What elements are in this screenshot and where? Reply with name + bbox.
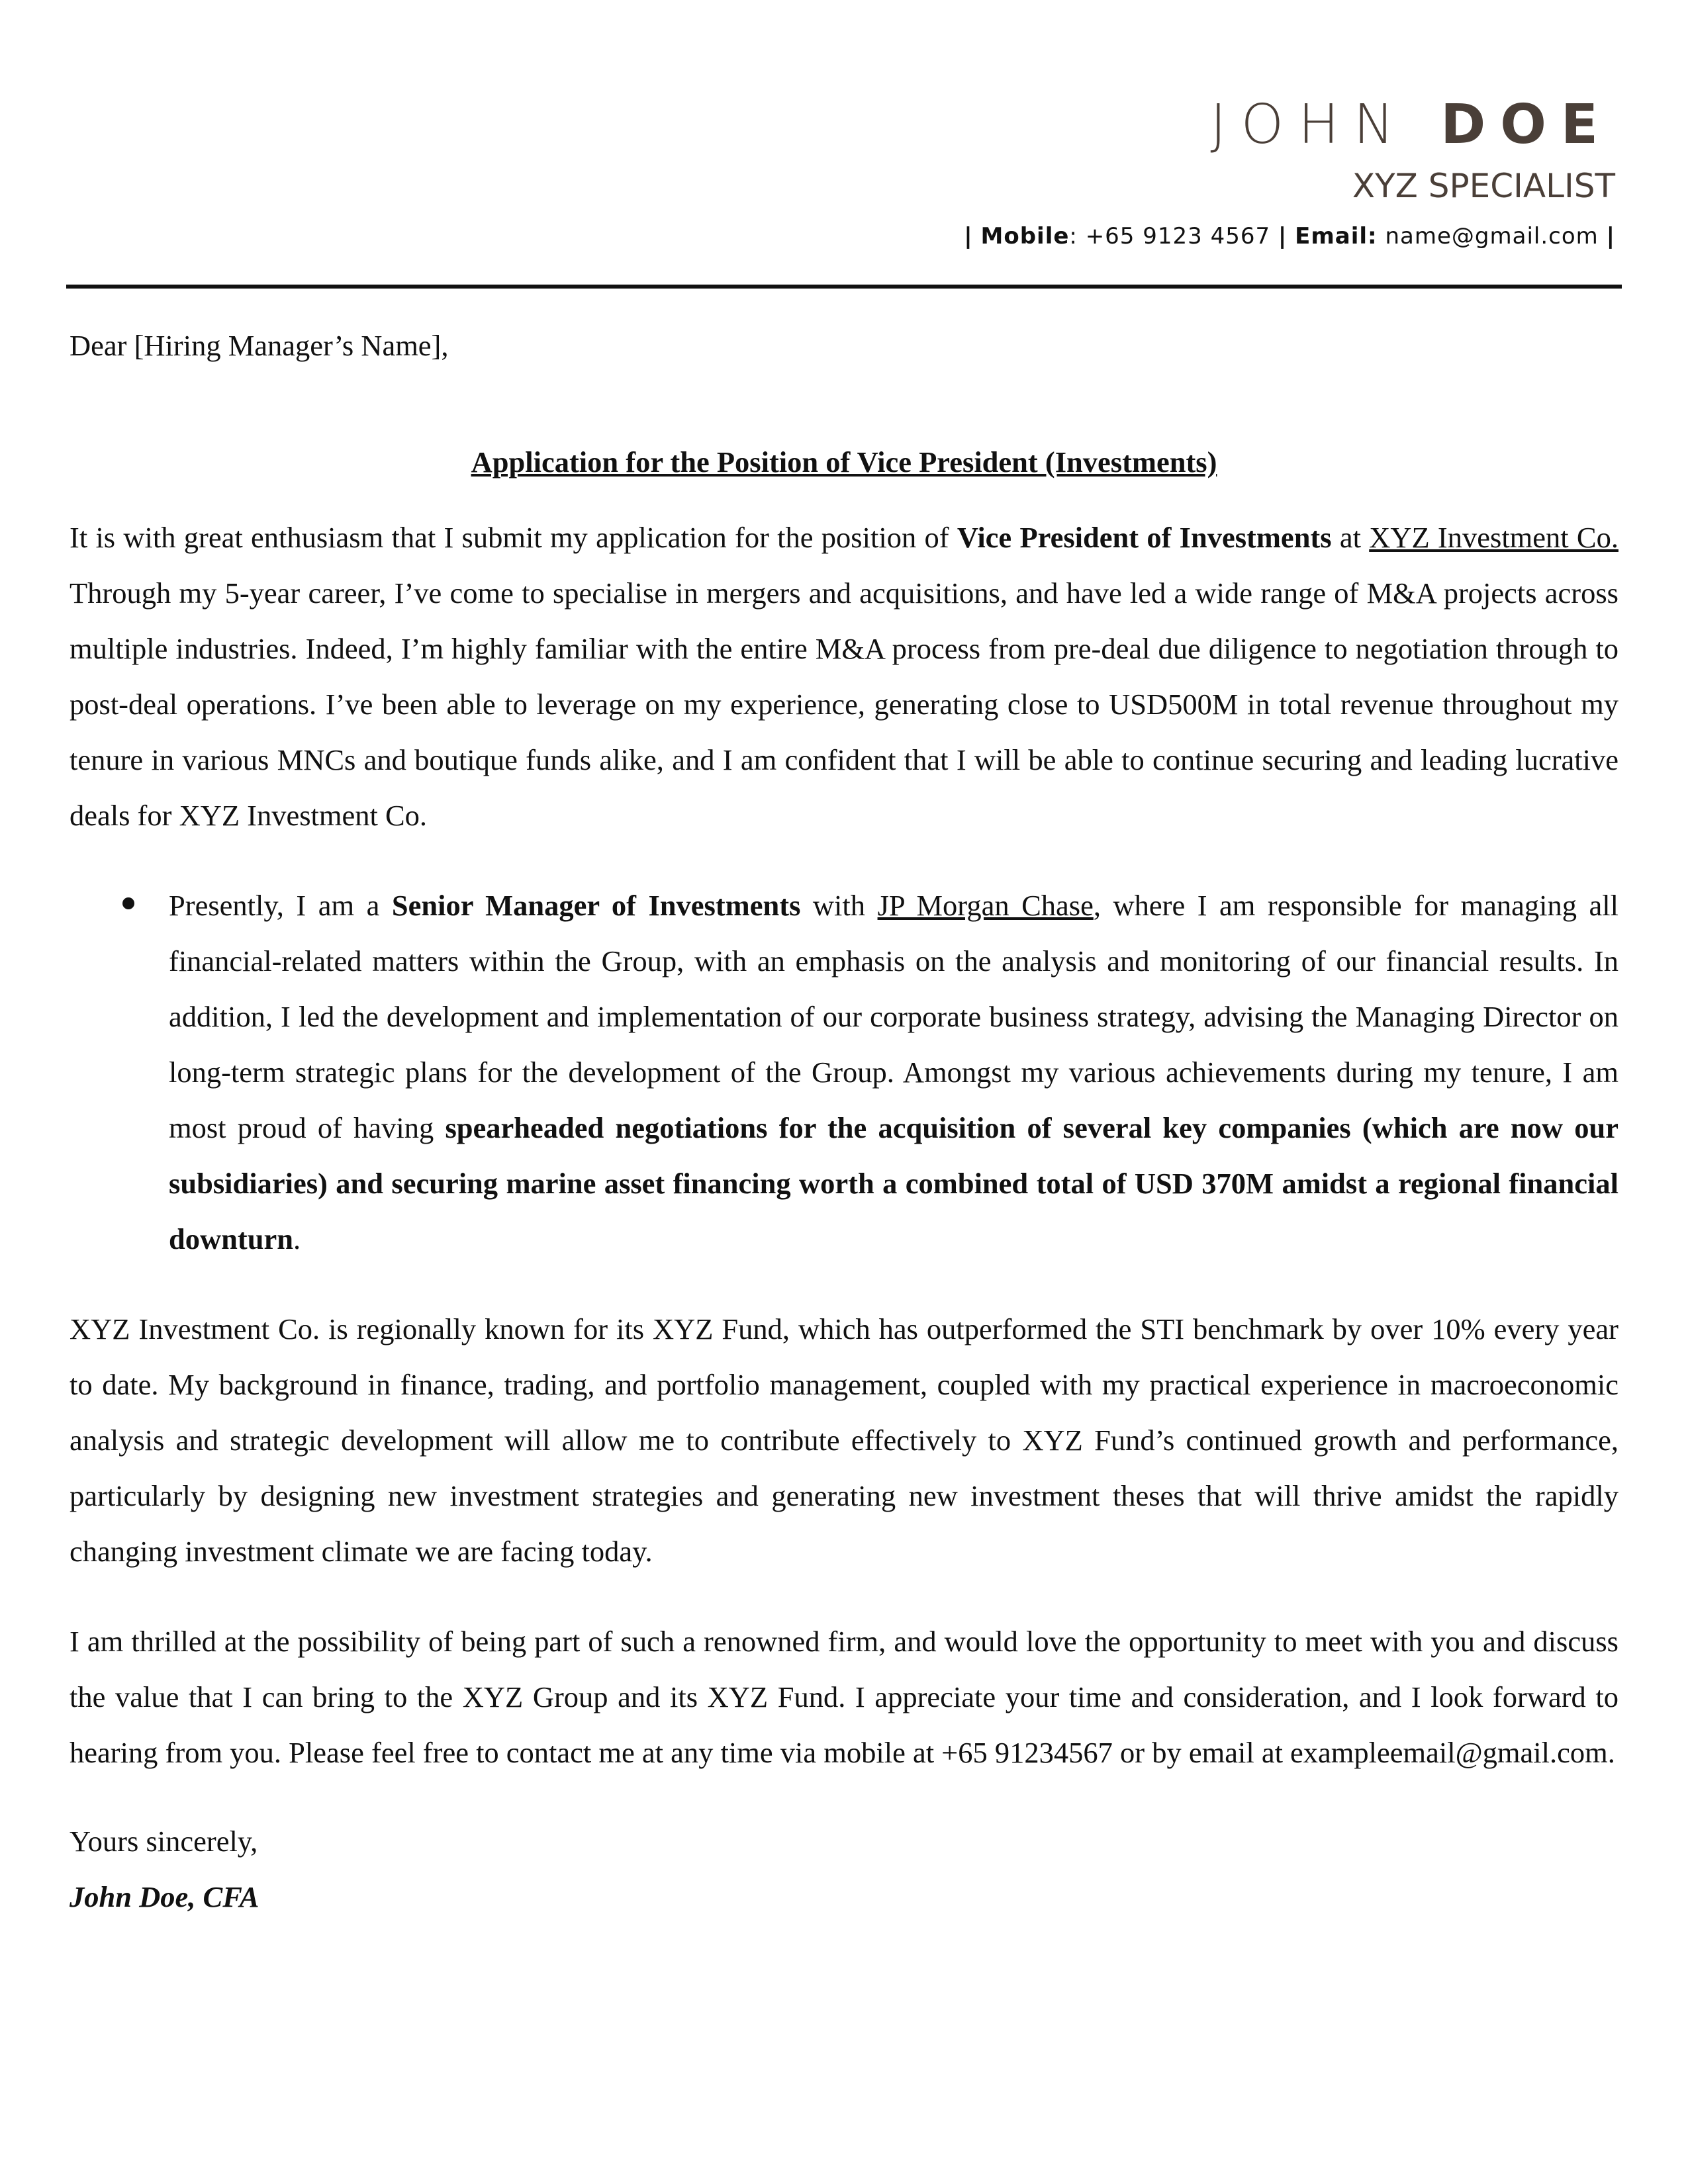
email-value: name@gmail.com [1385,223,1599,250]
bullet-item [70,878,1618,1267]
text-run: Presently, I am a [169,889,392,922]
text-run: with [800,889,878,922]
position-emphasis: Vice President of Investments [957,521,1332,554]
paragraph-company: XYZ Investment Co. is regionally known for its XYZ Fund, which has outperformed the STI benchmark by over 10% every year to date. My background in finance, trading, and portfolio management, coupled with my practical experience in macroeconomic analysis and strategic development will allow me to contribute effectively to XYZ Fund’s continued growth and performance, particularly by designing new investment strategies and generating new investment theses that will thrive amidst the rapidly changing investment climate we are facing today. [70,1312,1618,1568]
pipe-separator: | [1278,223,1288,250]
paragraph-closing: I am thrilled at the possibility of being part of such a renowned firm, and would love the opportunity to meet with you and discuss the value that I can bring to the XYZ Group and its XYZ Fund. I appreciate your time and consideration, and I look forward to hearing from you. Please feel free to contact me at any time via mobile at +65 91234567 or by email at exampleemail@gmail.com. [70,1625,1618,1769]
signature: John Doe, CFA [70,1880,259,1913]
text-run: Through my 5-year career, I’ve come to specialise in mergers and acquisitions, and have led a wide range of M&A projects across multiple industries. Indeed, I’m highly familiar with the entire M&A process from pre-deal due diligence to negotiation through to post-deal operations. I’ve been able to leverage on my experience, generating close to USD500M in total revenue throughout my tenure in various MNCs and boutique funds alike, and I am confident that I will be able to continue securing and leading lucrative deals for XYZ Investment Co. [70,576,1618,832]
applicant-title: XYZ SPECIALIST [1352,167,1615,205]
letter-body [70,318,1618,1925]
bullet-icon [122,897,134,909]
last-name: DOE [1440,93,1613,156]
text-run: . [293,1222,301,1255]
first-name: JOHN [1210,93,1441,156]
letter-heading: Application for the Position of Vice President (Investments) [471,445,1217,478]
company-name-underlined: XYZ Investment Co. [1369,521,1618,554]
text-run: at [1331,521,1370,554]
pipe-separator: | [1606,223,1615,250]
contact-line: | Mobile: +65 9123 4567 | Email: name@gmail.com | [964,223,1615,250]
bullet-text [169,878,1618,1267]
current-role-emphasis: Senior Manager of Investments [391,889,801,922]
mobile-label: Mobile [980,223,1070,250]
greeting: Dear [Hiring Manager’s Name], [70,329,449,362]
valediction: Yours sincerely, [70,1825,258,1858]
applicant-name [1210,93,1613,156]
pipe-separator: | [964,223,973,250]
email-label: Email: [1295,223,1378,250]
text-run: It is with great enthusiasm that I submit my application for the position of [70,521,957,554]
paragraph-intro [70,510,1618,843]
header-divider [66,285,1622,289]
employer-name-underlined: JP Morgan Chase [877,889,1094,922]
mobile-value: +65 9123 4567 [1085,223,1271,250]
text-run: , where I am responsible for managing all financial-related matters within the Group, with an emphasis on the analysis and monitoring of our financial results. In addition, I led the development and implementation of our corporate business strategy, advising the Managing Director on long-term strategic plans for the development of the Group. Amongst my various achievements during my tenure, I am most proud of having [169,889,1618,1144]
achievement-emphasis: spearheaded negotiations for the acquisition of several key companies (which are now our subsidiaries) and securing marine asset financing worth a combined total of USD 370M amidst a regional financial downturn [169,1111,1618,1255]
